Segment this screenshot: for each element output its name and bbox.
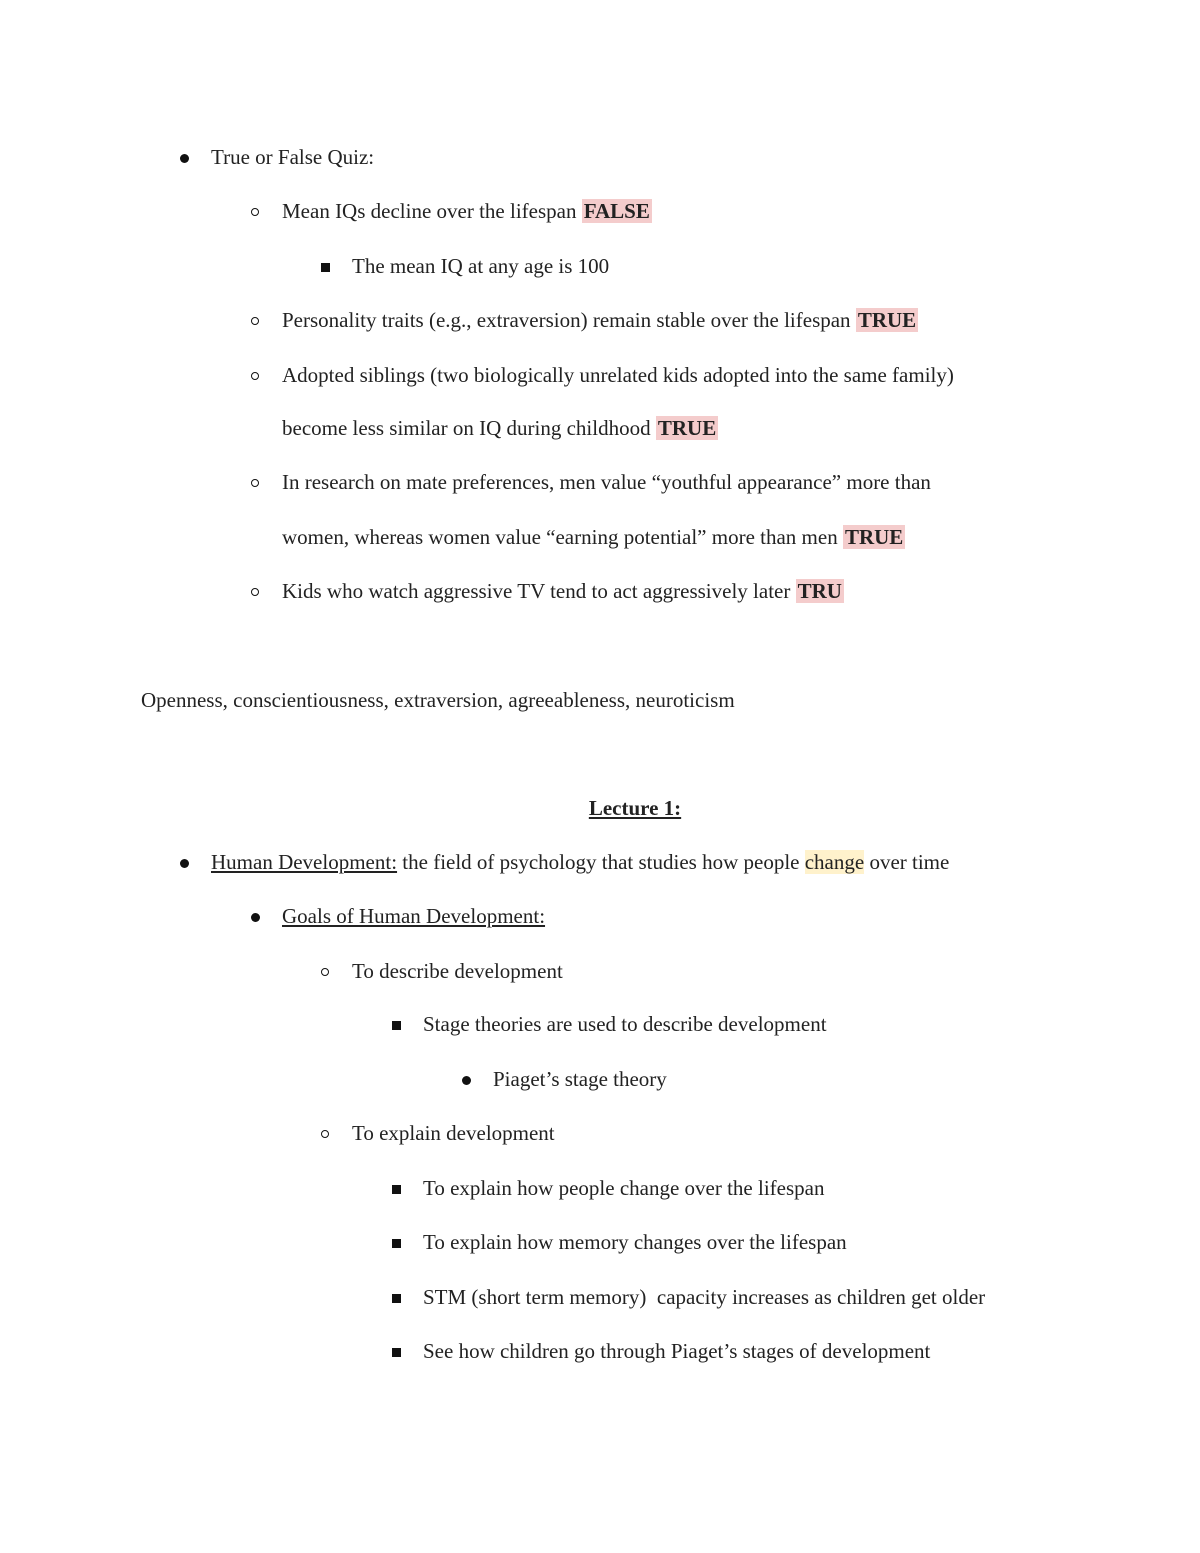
bullet-disc-icon	[454, 1065, 478, 1093]
bullet-disc-icon	[243, 902, 267, 930]
bullet-circle-icon	[313, 957, 337, 985]
goal-explain: To explain development	[352, 1121, 555, 1145]
quiz-item-text: women, whereas women value “earning potential” more than men	[282, 525, 843, 549]
term-human-development: Human Development:	[211, 850, 398, 874]
bullet-circle-icon	[243, 306, 267, 334]
quiz-item-text: Personality traits (e.g., extraversion) remain stable over the lifespan	[282, 308, 856, 332]
bullet-disc-icon	[172, 143, 196, 171]
quiz-item-1-note: The mean IQ at any age is 100	[352, 254, 610, 278]
bullet-circle-icon	[243, 361, 267, 389]
quiz-item-4-line-1: In research on mate preferences, men value “youthful appearance” more than	[282, 470, 931, 494]
human-development-definition	[211, 848, 949, 876]
bullet-circle-icon	[243, 197, 267, 225]
quiz-item-1	[282, 197, 652, 225]
describe-stage-theories: Stage theories are used to describe development	[423, 1012, 827, 1036]
quiz-item-3-line-1: Adopted siblings (two biologically unrelated kids adopted into the same family)	[282, 363, 954, 387]
explain-item: STM (short term memory) capacity increases as children get older	[423, 1285, 986, 1309]
definition-text-end: over time	[864, 850, 950, 874]
quiz-heading: True or False Quiz:	[211, 145, 375, 169]
quiz-answer-badge: TRUE	[844, 525, 904, 549]
bullet-circle-icon	[243, 577, 267, 605]
bullet-square-icon	[384, 1283, 408, 1311]
explain-item: See how children go through Piaget’s stages of development	[423, 1339, 931, 1363]
bullet-square-icon	[313, 252, 337, 280]
explain-item: To explain how memory changes over the lifespan	[423, 1230, 847, 1254]
quiz-answer-badge: TRU	[797, 579, 842, 603]
quiz-item-text: Kids who watch aggressive TV tend to act aggressively later	[282, 579, 796, 603]
quiz-answer-badge: TRUE	[857, 308, 917, 332]
quiz-item-text: Mean IQs decline over the lifespan	[282, 199, 582, 223]
quiz-item-5	[282, 577, 844, 605]
bullet-square-icon	[384, 1228, 408, 1256]
quiz-item-text: become less similar on IQ during childhood	[282, 416, 656, 440]
piaget-stage-theory: Piaget’s stage theory	[493, 1067, 667, 1091]
goal-describe: To describe development	[352, 959, 563, 983]
quiz-item-2	[282, 306, 918, 334]
goals-heading: Goals of Human Development:	[282, 904, 546, 928]
explain-item: To explain how people change over the lifespan	[423, 1176, 825, 1200]
quiz-answer-badge: TRUE	[657, 416, 717, 440]
bullet-disc-icon	[172, 848, 196, 876]
bullet-circle-icon	[243, 468, 267, 496]
bullet-circle-icon	[313, 1119, 337, 1147]
bullet-square-icon	[384, 1174, 408, 1202]
quiz-item-3-line-2	[282, 414, 718, 442]
definition-text: the field of psychology that studies how people	[397, 850, 805, 874]
highlighted-word: change	[804, 850, 865, 874]
bullet-square-icon	[384, 1010, 408, 1038]
bullet-square-icon	[384, 1337, 408, 1365]
quiz-item-4-line-2	[282, 523, 905, 551]
lecture-title: Lecture 1:	[588, 796, 682, 820]
big-five-traits: Openness, conscientiousness, extraversion, agreeableness, neuroticism	[141, 688, 735, 712]
quiz-answer-badge: FALSE	[583, 199, 650, 223]
